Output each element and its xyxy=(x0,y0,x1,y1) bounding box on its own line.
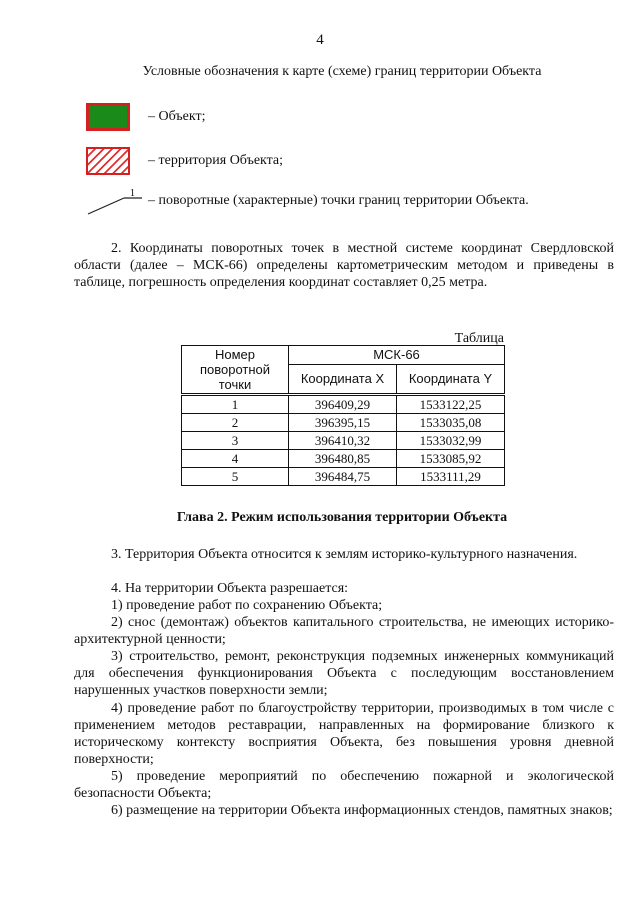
cell-y: 1533085,92 xyxy=(397,450,505,468)
header-coord-x: Координата X xyxy=(289,364,397,394)
list-item-2: 2) снос (демонтаж) объектов капитального строительства, не имеющих историко-архитектурной ценности; xyxy=(74,615,614,647)
list-item-1: 1) проведение работ по сохранению Объекта; xyxy=(111,598,383,613)
chapter-heading: Глава 2. Режим использования территории Объекта xyxy=(176,510,508,525)
cell-y: 1533032,99 xyxy=(397,432,505,450)
cell-x: 396410,32 xyxy=(289,432,397,450)
paragraph-2: 2. Координаты поворотных точек в местной системе координат Свердловской области (далее – МСК-66) определены картометрическим методом и приведены в таблице, погрешность определения координат составляет 0,25 метра. xyxy=(74,241,614,290)
legend-label-object: – Объект; xyxy=(148,109,206,124)
turning-point-number: 1 xyxy=(130,188,135,199)
header-msk66: МСК-66 xyxy=(289,346,505,365)
table-row xyxy=(182,432,505,450)
legend-label-turning-point: – поворотные (характерные) точки границ территории Объекта. xyxy=(148,193,529,208)
turning-point-icon xyxy=(86,186,146,216)
list-item-4: 4) проведение работ по благоустройству территории, производимых в том числе с применением методов реставрации, направленных на формирование близкого к историческому контексту восприятия Объекта, без повышения уровня дневной поверхности; xyxy=(74,701,614,767)
coordinates-table xyxy=(181,345,505,486)
cell-x: 396480,85 xyxy=(289,450,397,468)
legend-item-turning-point xyxy=(86,186,529,216)
legend-label-territory: – территория Объекта; xyxy=(148,153,284,168)
list-item-6: 6) размещение на территории Объекта информационных стендов, памятных знаков; xyxy=(111,803,613,818)
cell-point: 5 xyxy=(182,468,289,486)
cell-y: 1533122,25 xyxy=(397,395,505,414)
header-point-number: Номер поворотной точки xyxy=(182,346,289,395)
page-number: 4 xyxy=(316,32,324,48)
paragraph-3: 3. Территория Объекта относится к землям историко-культурного назначения. xyxy=(111,547,578,562)
territory-hatch-icon xyxy=(86,147,130,175)
header-coord-y: Координата Y xyxy=(397,364,505,394)
table-header-row xyxy=(182,346,505,365)
legend-item-object xyxy=(86,103,205,131)
cell-x: 396409,29 xyxy=(289,395,397,414)
object-swatch-icon xyxy=(86,103,130,131)
table-caption: Таблица xyxy=(454,331,504,346)
cell-point: 2 xyxy=(182,414,289,432)
legend-title: Условные обозначения к карте (схеме) границ территории Объекта xyxy=(142,64,542,79)
list-item-3: 3) строительство, ремонт, реконструкция подземных инженерных коммуникаций для обеспечения функционирования Объекта с последующим восстановлением нарушенных участков поверхности земли; xyxy=(74,649,614,698)
cell-point: 1 xyxy=(182,395,289,414)
cell-x: 396395,15 xyxy=(289,414,397,432)
paragraph-4: 4. На территории Объекта разрешается: xyxy=(111,581,349,596)
cell-y: 1533035,08 xyxy=(397,414,505,432)
table-row xyxy=(182,414,505,432)
cell-point: 3 xyxy=(182,432,289,450)
cell-x: 396484,75 xyxy=(289,468,397,486)
table-row xyxy=(182,468,505,486)
list-item-5: 5) проведение мероприятий по обеспечению пожарной и экологической безопасности Объекта; xyxy=(74,769,614,801)
legend-item-territory xyxy=(86,147,283,175)
table-row xyxy=(182,395,505,414)
cell-point: 4 xyxy=(182,450,289,468)
table-row xyxy=(182,450,505,468)
cell-y: 1533111,29 xyxy=(397,468,505,486)
